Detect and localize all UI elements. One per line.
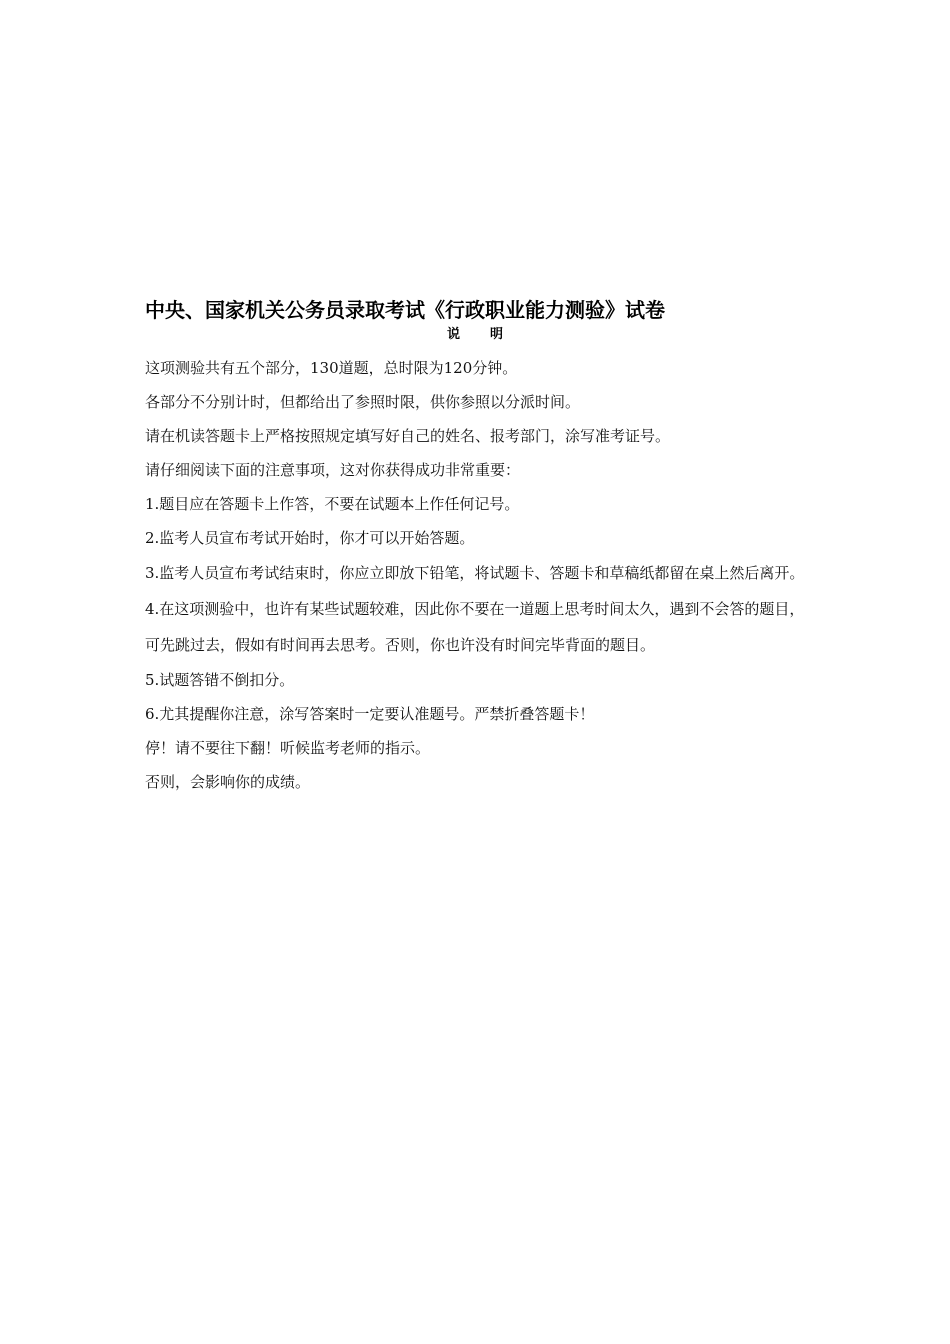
paragraph-intro: 这项测验共有五个部分，130道题，总时限为120分钟。 [145,359,518,377]
paragraph-warning: 否则，会影响你的成绩。 [145,773,311,791]
notice-item-1: 1.题目应在答题卡上作答，不要在试题本上作任何记号。 [145,495,520,513]
notice-item-4: 4.在这项测验中，也许有某些试题较难，因此你不要在一道题上思考时间太久，遇到不会答的题目，可先跳过去，假如有时间再去思考。否则，你也许没有时间完毕背面的题目。 [145,600,805,654]
document-title: 中央、国家机关公务员录取考试《行政职业能力测验》试卷 [145,298,665,322]
paragraph-answer-card: 请在机读答题卡上严格按照规定填写好自己的姓名、报考部门，涂写准考证号。 [145,427,671,445]
paragraph-timing: 各部分不分别计时，但都给出了参照时限，供你参照以分派时间。 [145,393,581,411]
notice-item-3: 3.监考人员宣布考试结束时，你应立即放下铅笔，将试题卡、答题卡和草稿纸都留在桌上然后离开。 [145,564,805,582]
notice-item-5: 5.试题答错不倒扣分。 [145,671,295,689]
document-subtitle: 说明 [446,327,533,342]
document-body [145,351,810,799]
paragraph-stop: 停！请不要往下翻！听候监考老师的指示。 [145,739,431,757]
notice-item-6: 6.尤其提醒你注意，涂写答案时一定要认准题号。严禁折叠答题卡！ [145,705,595,723]
paragraph-notice-header: 请仔细阅读下面的注意事项，这对你获得成功非常重要： [145,461,521,479]
notice-item-2: 2.监考人员宣布考试开始时，你才可以开始答题。 [145,529,475,547]
